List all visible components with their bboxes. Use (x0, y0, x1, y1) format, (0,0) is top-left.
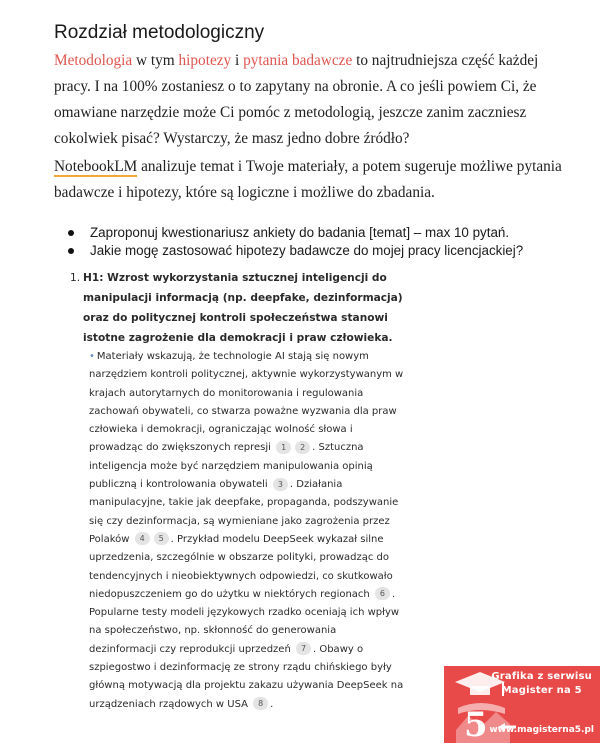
evidence-text: . Obawy o szpiegostwo i dezinformację ze strony rządu chińskiego były główną motywacją dla projektu zakazu używania DeepSeek na urządzeniach rządowych w USA (89, 643, 404, 710)
hypothesis-text: H1: Wzrost wykorzystania sztucznej inteligencji do manipulacji informacją (np. deepfake, dezinformacja) oraz do politycznej kontroli społeczeństwa stanowi istotne zagrożenie dla demokracji i praw człowieka. (83, 272, 403, 344)
evidence-paragraph (89, 348, 404, 714)
citation-badge[interactable]: 1 (276, 441, 291, 454)
citation-badge[interactable]: 7 (296, 642, 311, 655)
keyword-pytania: pytania badawcze (243, 52, 353, 69)
evidence-text: Materiały wskazują, że technologie AI stają się nowym narzędziem kontroli politycznej, aktywnie wykorzystywanym w krajach autorytarnych do monitorowania i regulowania zachowań obywateli, co stwarza poważne wyzwania dla praw człowieka i demokracji, ograniczając wolność słowa i prowadząc do zwiększonych represji (89, 351, 404, 454)
badge-line-1: Grafika z serwisu (491, 671, 592, 682)
intro-text-2: i (231, 52, 244, 69)
citation-badge[interactable]: 2 (295, 441, 310, 454)
section-heading: Rozdział metodologiczny (54, 22, 265, 43)
svg-text:5: 5 (464, 705, 488, 742)
badge-url: www.magisterna5.pl (489, 725, 594, 735)
hypothesis-number: 1. (70, 272, 81, 284)
evidence-text: . Sztuczna inteligencja może być narzędziem manipulowania opinią publiczną i kontrolowania obywateli (89, 442, 373, 491)
keyword-hipotezy: hipotezy (178, 52, 232, 69)
prompt-list (64, 224, 523, 260)
intro-paragraph (54, 48, 574, 152)
list-item: Jakie mogę zastosować hipotezy badawcze do mojej pracy licencjackiej? (64, 242, 523, 260)
notebooklm-name: NotebookLM (54, 158, 138, 175)
citation-badge[interactable]: 3 (273, 478, 288, 491)
badge-line-2: Magister na 5 (501, 685, 582, 696)
notebooklm-paragraph (54, 154, 574, 206)
evidence-text: . Popularne testy modeli językowych rzadko oceniają ich wpływ na społeczeństwo, np. skłonność do generowania dezinformacji czy reprodukcji uprzedzeń (89, 588, 400, 655)
evidence-text: . Przykład modelu DeepSeek wykazał silne uprzedzenia, szczególnie w obszarze polityki, prowadząc do tendencyjnych i nieobiektywnych odpowiedzi, co skutkowało niedopuszczeniem go do użytku w niektórych regionach (89, 533, 393, 600)
intro-text-3: to najtrudniejsza część każdej pracy. I na 100% zostaniesz o to zapytany na obronie. A co jeśli powiem Ci, że omawiane narzędzie może Ci pomóc z metodologią, jeszcze zanim zaczniesz cokolwiek pisać? Wystarczy, że masz jedno dobre źródło? (54, 52, 539, 147)
evidence-text: . Działania manipulacyjne, takie jak deepfake, propaganda, podszywanie się czy dezinformacja, są wymieniane jako zagrożenia przez Polaków (89, 479, 399, 545)
digit-five-mark (460, 702, 500, 742)
bullet-dot-icon: • (89, 351, 95, 362)
intro-text-1: w tym (132, 52, 179, 69)
list-item: Zaproponuj kwestionariusz ankiety do badania [temat] – max 10 pytań. (64, 224, 523, 242)
magister-watermark-badge (444, 666, 600, 743)
keyword-metodologia: Metodologia (54, 52, 133, 69)
evidence-text: . (270, 698, 274, 710)
hypothesis-block (70, 268, 430, 348)
citation-badge[interactable]: 8 (253, 697, 268, 710)
citation-badge[interactable]: 5 (154, 532, 169, 545)
badge-caption (491, 670, 592, 698)
citation-badge[interactable]: 6 (375, 587, 390, 600)
citation-badge[interactable]: 4 (135, 532, 150, 545)
notebooklm-text: analizuje temat i Twoje materiały, a potem sugeruje możliwe pytania badawcze i hipotezy, które są logiczne i możliwe do zbadania. (54, 158, 562, 201)
